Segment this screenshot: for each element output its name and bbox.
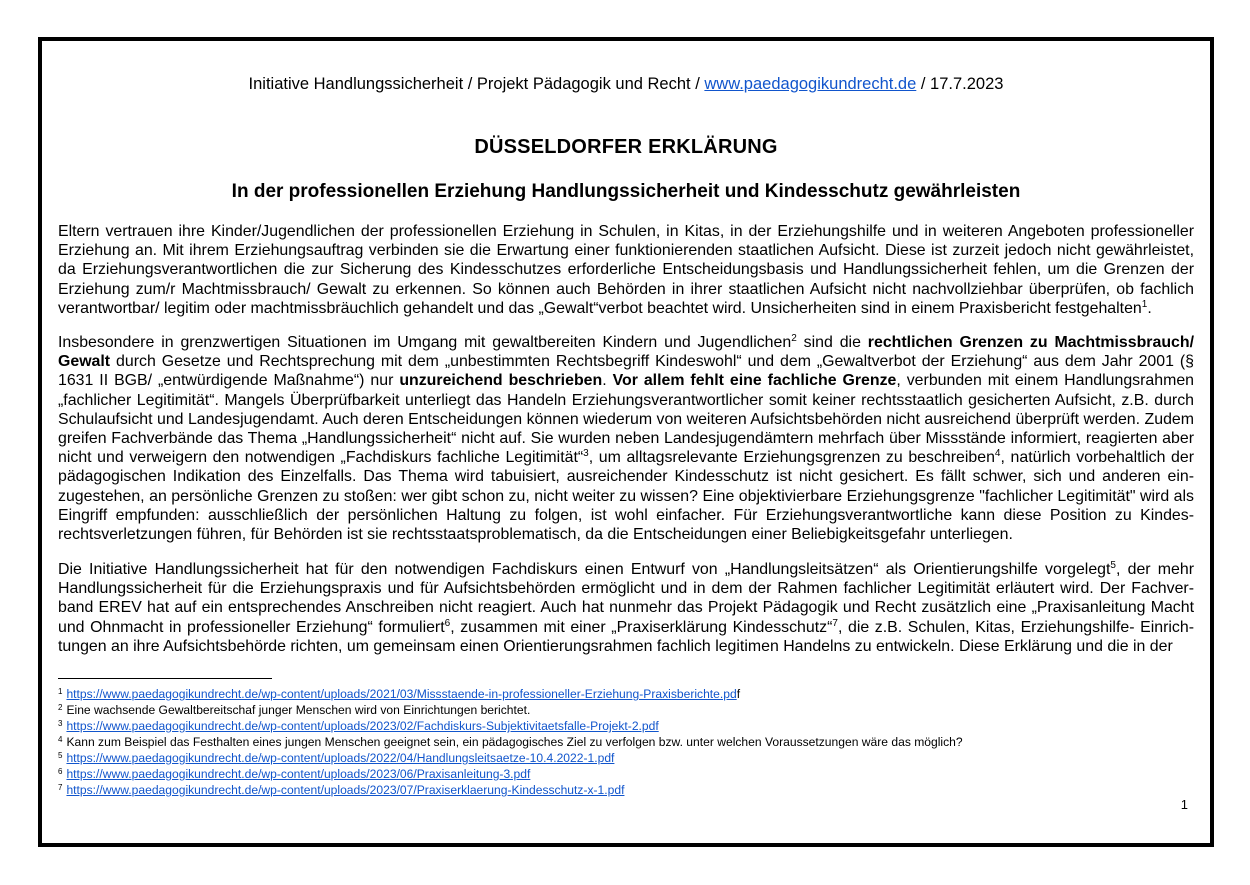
footnote-number: 4 — [58, 735, 63, 744]
document-subtitle: In der professionellen Erziehung Handlungssicherheit und Kindesschutz gewährleisten — [231, 181, 1021, 202]
footnote-number: 1 — [58, 687, 63, 696]
footnote-ref: 6 — [444, 617, 451, 629]
footnote-ref: 7 — [832, 617, 838, 629]
paragraph-text: durch Gesetze und Rechtsprechung mit dem „unbestimmten Rechtsbegriff Kindeswohl“ und dem „Gewaltverbot der Erziehung“ aus dem Jahr 2001 (§ 1631 II BGB/ „entwürdigende Maßnahme“) nur — [58, 353, 1194, 390]
emphasis-text: Vor allem fehlt eine fachliche Grenze — [612, 372, 897, 390]
paragraph-1 — [58, 222, 1194, 318]
footnote-ref: 1 — [1141, 298, 1148, 310]
document-page — [38, 37, 1214, 847]
footnote-ref: 2 — [791, 333, 797, 344]
header-website-link[interactable]: www.paedagogikundrecht.de — [704, 75, 917, 93]
document-title: DÜSSELDORFER ERKLÄRUNG — [474, 136, 778, 158]
page-number: 1 — [1180, 797, 1188, 812]
footnote-number: 5 — [58, 751, 63, 760]
paragraph-text: , natürlich vorbehaltlich der pädagogischen Indikation des Einzelfalls. Das Thema wird tabuisiert, ausreichender Kindesschutz ist nicht gesichert. Es fällt schwer, sich und anderen einzugestehen, an persönliche Grenzen zu stoßen: wer gibt schon zu, nicht weiter zu wissen? Eine objektivierbare Erziehungsgrenze "fachlicher Legitimität" wird als Eingriff empfunden: ausschließlich der persönlichen Haltung zu folgen, ist wohl einfacher. Für Erziehungsverantwortliche kann diese Position zu Kindesrechtsverletzungen führen, für Behörden ist sie rechtsstaatsproblematisch, da die Entscheidungen einer Beliebigkeitsgefahr unterliegen. — [58, 449, 1195, 544]
footnote-separator — [58, 678, 272, 679]
paragraph-text: Eltern vertrauen ihre Kinder/Jugendlichen der professionellen Erziehung in Schulen, in Kitas, in der Erziehungshilfe und in weiteren Angeboten professioneller Erziehung an. Mit ihrem Erziehungsauftrag verbinden sie die Erwartung einer funktionierenden staatlichen Aufsicht. Diese ist zurzeit jedoch nicht gewährleistet, da Erziehungsverantwortlichen die zur Sicherung des Kindesschutzes erforderliche Entscheidungsbasis und Handlungssicherheit fehlen, um die Grenzen der Erziehung zum/r Machtmissbrauch/ Gewalt zu erkennen. So können auch Behörden in ihrer staatlichen Aufsicht nicht nachvollziehbar überprüfen, ob fachlich verantwortbar/ legitim oder machtmissbräuchlich gehandelt und das „Gewalt“verbot beachtet wird. Unsicherheiten sind in einem Praxisbericht festgehalten — [58, 223, 1194, 317]
paragraph-text: sind die — [796, 334, 868, 351]
footnote-4 — [58, 734, 1194, 750]
paragraph-text: , verbunden mit einem Handlungsrahmen „fachlicher Legitimität“. Mangels Überprüfbarkeit unterliegt das Handeln Erziehungsverantwortlicher somit keiner rechtsstaatlich gesicherten Aufsicht, z.B. durch Schulaufsicht und Landesjugendamt. Auch deren Entscheidungen können wiederum von weiteren Aufsichtsbehörden nicht ausreichend überprüft werden. Zudem greifen Fachverbände das Thema „Handlungssicherheit“ nicht auf. Sie wurden neben Landesjugendämtern mehrfach über Missstände informiert, reagierten aber nicht und verweigern den notwendigen „Fachdiskurs fachliche Legitimität“ — [58, 372, 1195, 467]
footnote-trailing-text: f — [736, 687, 741, 701]
emphasis-text: rechtlichen Grenzen zu Machtmissbrauch/ Gewalt — [58, 334, 1194, 371]
header-date: / 17.7.2023 — [916, 75, 1004, 93]
footnotes — [58, 686, 1194, 798]
footnote-link[interactable]: https://www.paedagogikundrecht.de/wp-content/uploads/2021/03/Missstaende-in-professioneller-Erziehung-Praxisberichte.pd — [66, 687, 737, 701]
footnote-2 — [58, 702, 1194, 718]
paragraph-text: , zusammen mit einer „Praxiserklärung Kindesschutz“ — [450, 618, 833, 636]
header-prefix: Initiative Handlungssicherheit / Projekt Pädagogik und Recht / — [248, 75, 705, 93]
paragraph-2 — [58, 333, 1194, 544]
footnote-text: Eine wachsende Gewaltbereitschaf junger Menschen wird von Einrichtungen berichtet. — [66, 703, 531, 717]
footnote-6 — [58, 766, 1194, 782]
footnote-link[interactable]: https://www.paedagogikundrecht.de/wp-content/uploads/2022/04/Handlungsleitsaetze-10.4.2022-1.pdf — [66, 751, 615, 765]
paragraph-text: . — [602, 372, 613, 390]
footnote-link[interactable]: https://www.paedagogikundrecht.de/wp-content/uploads/2023/07/Praxiserklaerung-Kindesschutz-x-1.pdf — [66, 783, 625, 797]
footnote-ref: 5 — [1110, 560, 1116, 571]
footnote-3 — [58, 718, 1194, 734]
paragraph-text: , um alltagsrelevante Erziehungsgrenzen zu beschreiben — [588, 449, 995, 467]
paragraph-text: , der mehr Handlungssicherheit für die Erziehungspraxis und für Aufsichtsbehörden ermöglicht und in dem der Rahmen fachlicher Legitimität erläutert wird. Der Fachverband EREV hat auf ein entsprechendes Anschreiben nicht reagiert. Auch hat nunmehr das Projekt Pädagogik und Recht zusätzlich eine „Praxisanleitung Macht und Ohnmacht in professioneller Erziehung“ formuliert — [58, 561, 1194, 636]
footnote-link[interactable]: https://www.paedagogikundrecht.de/wp-content/uploads/2023/06/Praxisanleitung-3.pdf — [66, 767, 531, 781]
footnote-number: 3 — [58, 719, 63, 728]
footnote-7 — [58, 782, 1194, 798]
document-header — [58, 75, 1194, 94]
footnote-1 — [58, 686, 1194, 702]
paragraph-text: Die Initiative Handlungssicherheit hat für den notwendigen Fachdiskurs einen Entwurf von „Handlungsleitsätzen“ als Orientierungshilfe vorgelegt — [58, 561, 1111, 578]
footnote-ref: 4 — [994, 448, 1001, 460]
footnote-link[interactable]: https://www.paedagogikundrecht.de/wp-content/uploads/2023/02/Fachdiskurs-Subjektivitaetsfalle-Projekt-2.pdf — [66, 719, 659, 733]
footnote-number: 7 — [58, 783, 63, 792]
paragraph-text: Insbesondere in grenzwertigen Situationen im Umgang mit gewaltbereiten Kindern und Jugendlichen — [58, 334, 792, 351]
period: . — [1147, 299, 1152, 317]
footnote-number: 2 — [58, 703, 63, 712]
paragraph-text: , die z.B. Schulen, Kitas, Erziehungshilfe- Einrichtungen an ihre Aufsichtsbehörde richten, um gemeinsam einen Orientierungsrahmen fachlich legitimen Handelns zu entwickeln. Diese Erklärung und die in der — [58, 618, 1194, 655]
footnote-ref: 3 — [583, 448, 589, 460]
paragraph-3 — [58, 560, 1194, 656]
emphasis-text: unzureichend beschrieben — [399, 372, 603, 390]
footnote-number: 6 — [58, 767, 63, 776]
footnote-5 — [58, 750, 1194, 766]
footnote-text: Kann zum Beispiel das Festhalten eines jungen Menschen geeignet sein, ein pädagogisches Ziel zu verfolgen bzw. unter welchen Voraussetzungen wäre das möglich? — [66, 735, 963, 749]
